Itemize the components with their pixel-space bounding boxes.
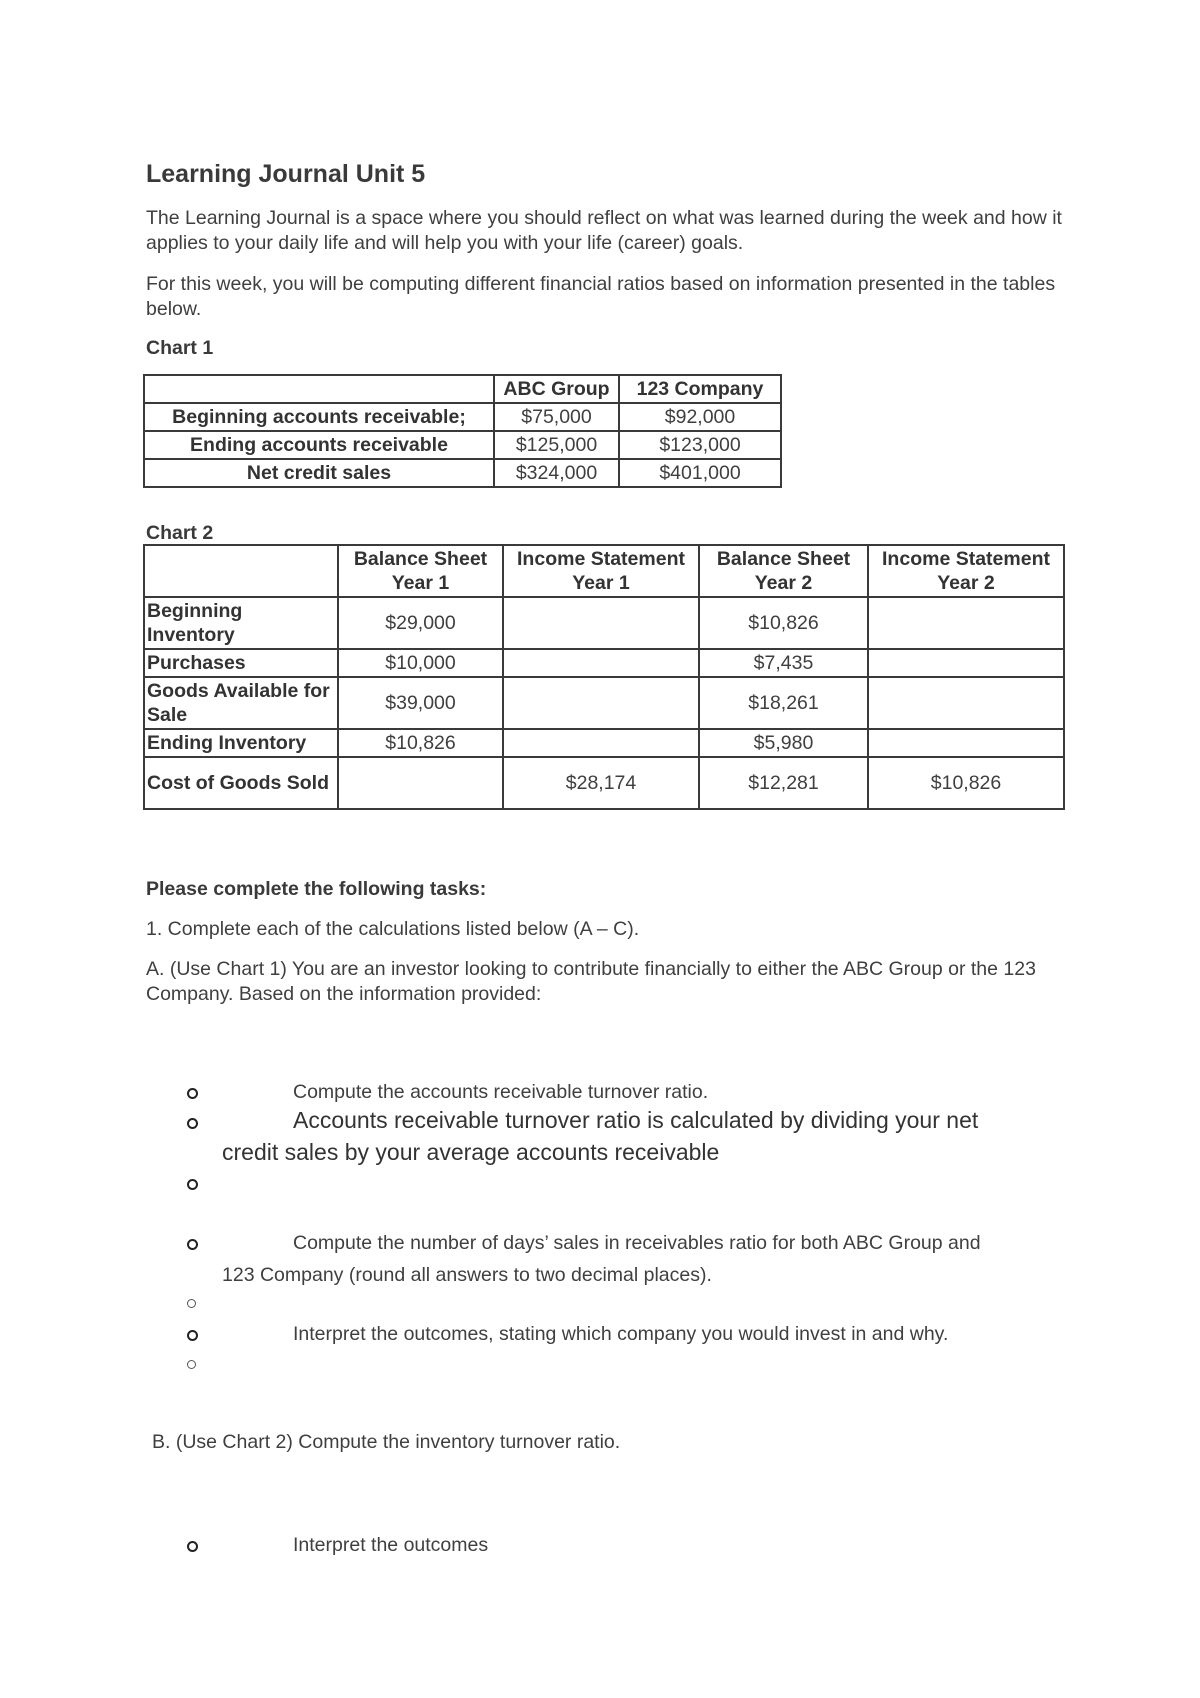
cell-123: $92,000 xyxy=(619,403,781,431)
bullet-icon xyxy=(186,1178,198,1190)
chart1-header-empty xyxy=(144,375,494,403)
row-label: Goods Available for Sale xyxy=(144,677,338,729)
row-label: Cost of Goods Sold xyxy=(144,757,338,809)
table-row xyxy=(144,757,1064,809)
table-row xyxy=(144,431,781,459)
chart1-header-abc: ABC Group xyxy=(494,375,619,403)
bullet-a3-line2: 123 Company (round all answers to two decimal places). xyxy=(222,1264,712,1286)
cell-123: $123,000 xyxy=(619,431,781,459)
cell-is1 xyxy=(503,597,699,649)
cell-bs2: $12,281 xyxy=(699,757,868,809)
header-line: Year 2 xyxy=(937,572,995,594)
header-line: Income Statement xyxy=(882,548,1050,570)
bullet-icon xyxy=(186,1238,198,1250)
row-label: Beginning accounts receivable; xyxy=(144,403,494,431)
row-label: Ending accounts receivable xyxy=(144,431,494,459)
header-line: Year 2 xyxy=(754,572,813,594)
chart2-header-is2 xyxy=(868,545,1064,597)
intro-paragraph: The Learning Journal is a space where you should reflect on what was learned during the week and how it applies to your daily life and will help you with your life (career) goals. xyxy=(146,207,1062,254)
row-label: Net credit sales xyxy=(144,459,494,487)
bullet-icon xyxy=(186,1087,198,1099)
chart2-header-is1 xyxy=(503,545,699,597)
cell-bs1: $29,000 xyxy=(338,597,503,649)
cell-is1 xyxy=(503,729,699,757)
cell-bs1: $39,000 xyxy=(338,677,503,729)
table-row xyxy=(144,729,1064,757)
header-line: Year 1 xyxy=(391,572,450,594)
chart2-header-row xyxy=(144,545,1064,597)
table-row xyxy=(144,649,1064,677)
chart1-header-123: 123 Company xyxy=(619,375,781,403)
cell-is1 xyxy=(503,677,699,729)
cell-abc: $75,000 xyxy=(494,403,619,431)
bullet-icon xyxy=(186,1329,198,1341)
table-row xyxy=(144,403,781,431)
header-line: Balance Sheet xyxy=(716,548,851,570)
cell-bs2: $10,826 xyxy=(699,597,868,649)
cell-abc: $324,000 xyxy=(494,459,619,487)
cell-is2 xyxy=(868,597,1064,649)
cell-bs2: $7,435 xyxy=(699,649,868,677)
part-a-paragraph: A. (Use Chart 1) You are an investor looking to contribute financially to either the ABC Group or the 123 Company. Based on the information provided: xyxy=(146,958,1036,1005)
chart1-label: Chart 1 xyxy=(146,337,214,359)
cell-is1 xyxy=(503,649,699,677)
chart2-header-bs1 xyxy=(338,545,503,597)
tasks-heading: Please complete the following tasks: xyxy=(146,878,487,900)
task-item-1: 1. Complete each of the calculations listed below (A – C). xyxy=(146,918,640,940)
cell-abc: $125,000 xyxy=(494,431,619,459)
table-row xyxy=(144,597,1064,649)
cell-is1: $28,174 xyxy=(503,757,699,809)
bullet-icon xyxy=(186,1540,198,1552)
header-line: Income Statement xyxy=(517,548,685,570)
bullet-b1-text: Interpret the outcomes xyxy=(293,1534,489,1556)
bullet-a3-line1: Compute the number of days’ sales in receivables ratio for both ABC Group and xyxy=(293,1232,981,1254)
bullet-a1-text: Compute the accounts receivable turnover ratio. xyxy=(293,1081,709,1103)
header-line: Balance Sheet xyxy=(353,548,488,570)
cell-bs1 xyxy=(338,757,503,809)
row-label: Beginning Inventory xyxy=(144,597,338,649)
page-title: Learning Journal Unit 5 xyxy=(146,160,426,188)
bullet-icon xyxy=(186,1298,198,1310)
header-line: Year 1 xyxy=(572,572,630,594)
row-label: Ending Inventory xyxy=(144,729,338,757)
bullet-icon xyxy=(186,1117,198,1129)
cell-123: $401,000 xyxy=(619,459,781,487)
chart1-table xyxy=(143,374,782,488)
cell-is2 xyxy=(868,677,1064,729)
bullet-a4-text: Interpret the outcomes, stating which company you would invest in and why. xyxy=(293,1323,949,1345)
cell-bs1: $10,826 xyxy=(338,729,503,757)
chart1-header-row xyxy=(144,375,781,403)
cell-is2 xyxy=(868,729,1064,757)
row-label: Purchases xyxy=(144,649,338,677)
cell-bs2: $5,980 xyxy=(699,729,868,757)
instructions-paragraph: For this week, you will be computing different financial ratios based on information presented in the tables below. xyxy=(146,273,1056,320)
table-row xyxy=(144,459,781,487)
table-row xyxy=(144,677,1064,729)
bullet-a2-line1: Accounts receivable turnover ratio is calculated by dividing your net xyxy=(293,1107,979,1133)
cell-is2 xyxy=(868,649,1064,677)
bullet-a2-line2: credit sales by your average accounts receivable xyxy=(222,1139,720,1165)
bullet-icon xyxy=(186,1359,198,1371)
chart2-header-bs2 xyxy=(699,545,868,597)
cell-bs2: $18,261 xyxy=(699,677,868,729)
part-b-paragraph: B. (Use Chart 2) Compute the inventory turnover ratio. xyxy=(152,1431,621,1453)
cell-bs1: $10,000 xyxy=(338,649,503,677)
chart2-label: Chart 2 xyxy=(146,522,214,544)
cell-is2: $10,826 xyxy=(868,757,1064,809)
chart2-table xyxy=(143,544,1065,810)
chart2-header-empty xyxy=(144,545,338,597)
